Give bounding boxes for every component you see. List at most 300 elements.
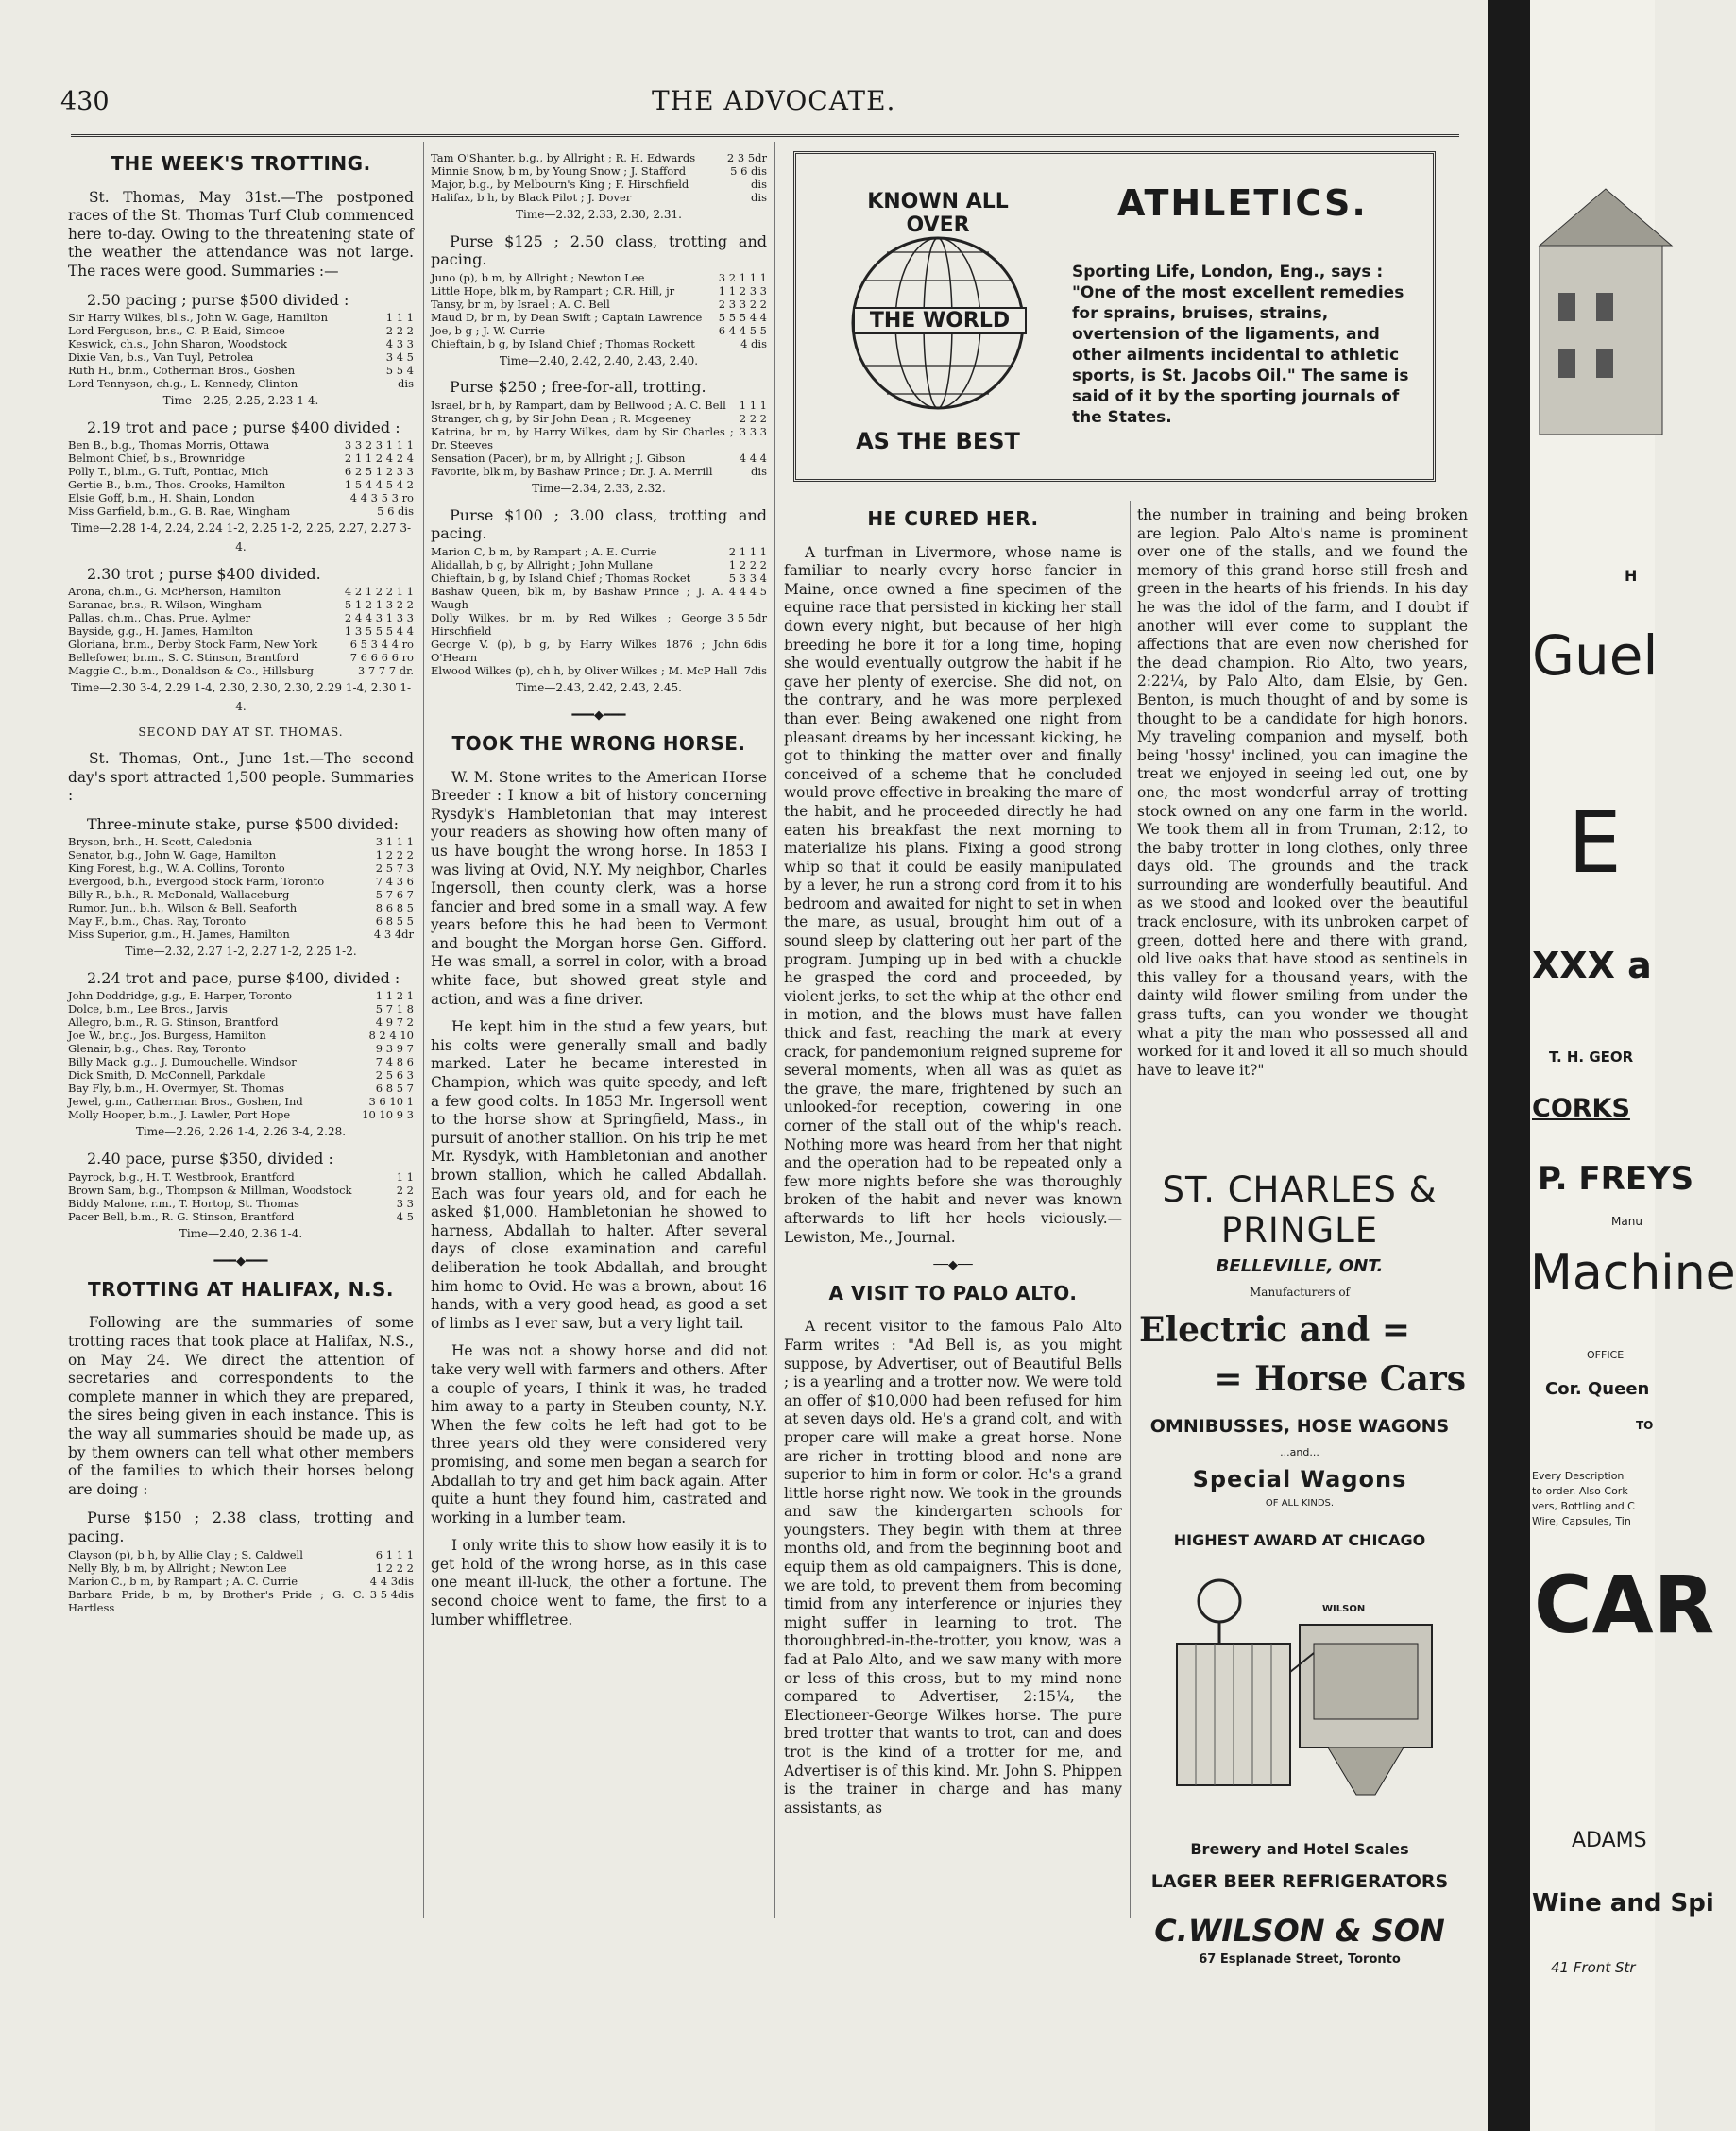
horse-entry-name: Maud D, br m, by Dean Swift ; Captain Lawrence — [431, 310, 703, 324]
ad-all-kinds: OF ALL KINDS. — [1265, 1498, 1335, 1509]
ad-omnibusses: OMNIBUSSES, HOSE WAGONS — [1149, 1416, 1450, 1437]
race-entry — [68, 1108, 414, 1121]
heat-placings: 1 3 5 5 5 4 4 — [344, 624, 414, 639]
race-entry — [68, 848, 414, 861]
column-divider — [774, 142, 775, 1918]
heat-placings: 4 3 3 — [385, 337, 414, 351]
heat-placings: 8 2 4 10 — [368, 1029, 414, 1043]
heat-placings: 2 1 1 2 4 2 4 — [344, 452, 414, 466]
heat-placings: 7 6 6 6 6 ro — [349, 651, 414, 665]
heat-placings: 1 2 2 2 — [375, 1560, 414, 1575]
race-entry — [68, 1170, 414, 1184]
race-entry — [68, 1068, 414, 1082]
horse-entry-name: Rumor, Jun., b.h., Wilson & Bell, Seaforth — [68, 901, 298, 915]
heat-placings: 6 8 5 5 — [375, 914, 414, 929]
horse-entry-name: Gertie B., b.m., Thos. Crooks, Hamilton — [68, 478, 286, 492]
race-entry — [431, 664, 767, 677]
scale-brand: WILSON — [1322, 1604, 1366, 1614]
race-entry — [68, 504, 414, 518]
race-entry — [68, 1082, 414, 1095]
horse-entry-name: Biddy Malone, r.m., T. Hortop, St. Thomas — [68, 1196, 299, 1210]
heat-placings: 4 4 4 5 — [728, 584, 767, 598]
heat-placings: 3 3 — [396, 1196, 414, 1210]
heat-placings: 5 7 6 7 — [375, 888, 414, 902]
horse-entry-name: George V. (p), b g, by Harry Wilkes 1876 ; John O'Hearn — [431, 637, 739, 664]
race-entry — [68, 861, 414, 875]
article-paragraph: St. Thomas, May 31st.—The postponed races of the St. Thomas Turf Club commenced here to-day. Owing to the threatening state of the weather the attendance was not large. The races were good. Summaries :— — [68, 188, 414, 280]
fragment-text: Wire, Capsules, Tin — [1532, 1515, 1631, 1527]
race-entry — [68, 364, 414, 377]
race-heading: 2.50 pacing ; purse $500 divided : — [87, 290, 349, 309]
fragment-text: 41 Front Str — [1551, 1959, 1636, 1976]
horse-entry-name: Elwood Wilkes (p), ch h, by Oliver Wilkes ; M. McP Hall — [431, 663, 738, 677]
horse-entry-name: Evergood, b.h., Evergood Stock Farm, Toronto — [68, 875, 325, 889]
horse-entry-name: Ruth H., br.m., Cotherman Bros., Goshen — [68, 364, 296, 378]
fragment-text: Every Description — [1532, 1470, 1625, 1482]
fragment-text: Guel — [1532, 623, 1659, 688]
heat-placings: 4 5 — [396, 1209, 414, 1223]
race-time: Time—2.28 1-4, 2.24, 2.24 1-2, 2.25 1-2, 2.25, 2.27, 2.27 3-4. — [70, 521, 412, 554]
heat-placings: 1 1 1 — [739, 398, 767, 412]
heat-placings: 2 3 5dr — [726, 151, 767, 164]
heat-placings: 4 4 3dis — [369, 1574, 414, 1588]
heat-placings: 5 5 5 4 4 — [718, 310, 767, 324]
race-entry — [68, 491, 414, 504]
race-results — [68, 989, 414, 1121]
race-results — [431, 399, 767, 478]
heat-placings: 6dis — [743, 637, 767, 651]
globe-text-bottom: AS THE BEST — [856, 428, 1020, 454]
race-heading: Three-minute stake, purse $500 divided: — [87, 814, 399, 833]
race-entry — [68, 478, 414, 491]
article-paragraph: St. Thomas, Ont., June 1st.—The second day's sport attracted 1,500 people. Summaries : — [68, 749, 414, 805]
race-time: Time—2.32, 2.33, 2.30, 2.31. — [516, 208, 682, 221]
race-entry — [68, 651, 414, 664]
horse-entry-name: Miss Garfield, b.m., G. B. Rae, Wingham — [68, 504, 291, 519]
heat-placings: dis — [751, 178, 767, 191]
ad-manufacturers: Manufacturers of — [1250, 1286, 1350, 1299]
heat-placings: 3 3 2 3 1 1 1 — [344, 438, 414, 452]
article-paragraph: W. M. Stone writes to the American Horse Breeder : I know a bit of history concerning Rysdyk's Hambletonian that may interest your readers as showing how often many of us have bought the wrong horse. In 1853 I was living at Ovid, N.Y. My neighbor, Charles Ingersoll, then county clerk, was a horse fancier and bred some in a small way. A few years before this he had been to Vermont and bought the Morgan horse Gen. Gifford. He was small, a sorrel in color, with a broad white face, but showed great style and action, and was a fine driver. — [431, 768, 767, 1008]
horse-entry-name: Joe W., br.g., Jos. Burgess, Hamilton — [68, 1029, 266, 1043]
page-number: 430 — [60, 87, 110, 116]
horse-entry-name: Chieftain, b g, by Island Chief ; Thomas Rockett — [431, 336, 695, 350]
race-entry — [68, 664, 414, 677]
race-time: Time—2.40, 2.36 1-4. — [179, 1226, 303, 1240]
race-entry — [68, 452, 414, 465]
race-entry — [68, 598, 414, 611]
horse-entry-name: Alidallah, b g, by Allright ; John Mullane — [431, 557, 654, 571]
heat-placings: 2 5 6 3 — [375, 1068, 414, 1083]
heat-placings: 5 6 dis — [730, 164, 767, 178]
horse-entry-name: Maggie C., b.m., Donaldson & Co., Hillsburg — [68, 664, 315, 678]
race-entry — [431, 611, 767, 638]
horse-entry-name: Billy R., b.h., R. McDonald, Wallaceburg — [68, 888, 290, 902]
ad-special-wagons: Special Wagons — [1192, 1466, 1407, 1492]
article-paragraph: He kept him in the stud a few years, but his colts were generally small and badly marked. Later he became interested in Champion, which was quite speedy, and left a few good colts. In 1853 Mr. Ingersoll went to the horse show at Springfield, Mass., in pursuit of another stallion. On his trip he met Mr. Rysdyk, with Hambletonian and another brown stallion, which he called Abdallah. Each was four years old, and for each he asked $1,000. Hambletonian he showed to harness, Abdallah to halter. After several days of close examination and careful deliberation he took Abdallah, and brought him home to Ovid. He was a brown, about 16 hands, with a very good head, as good a set of limbs as I ever saw, but a very light tail. — [431, 1018, 767, 1332]
race-entry — [68, 901, 414, 914]
heat-placings: 5 6 dis — [377, 504, 414, 519]
header-rule — [71, 134, 1459, 137]
heat-placings: 3 3 3 — [739, 424, 767, 438]
heat-placings: 2 2 — [396, 1183, 414, 1197]
fragment-text: CAR — [1534, 1559, 1715, 1651]
horse-entry-name: Juno (p), b m, by Allright ; Newton Lee — [431, 270, 645, 284]
race-heading: 2.40 pace, purse $350, divided : — [87, 1150, 333, 1168]
fragment-text: to order. Also Cork — [1532, 1485, 1628, 1497]
ad-horse-cars: = Horse Cars — [1214, 1359, 1466, 1399]
heat-placings: 3 4 5 — [385, 350, 414, 365]
race-results — [431, 271, 767, 350]
horse-entry-name: Barbara Pride, b m, by Brother's Pride ; G. C. Hartless — [68, 1587, 365, 1614]
heat-placings: 3 7 7 7 dr. — [357, 664, 414, 678]
heat-placings: dis — [398, 377, 414, 391]
article-paragraph: the number in training and being broken are legion. Palo Alto's name is prominent over one of the stalls, and we found the memory of this grand horse still fresh and green in the hearts of his friends. In his day he was the idol of the farm, and I doubt if another will ever come to supplant the affections that are even now cherished for the dead champion. Rio Alto, two years, 2:22¼, by Palo Alto, dam Elsie, by Gen. Benton, is much thought of and by some is thought to be a candidate for high honors. My traveling companion and myself, both being 'hossy' inclined, you can imagine the treat we enjoyed in seeing led out, one by one, the most wonderful array of trotting stock owned on any one farm in the world. We took them all in from Truman, 2:12, to the baby trotter in long clothes, only three days old. The grounds and the track surrounding are wonderfully beautiful. And as we stood and looked over the beautiful track enclosure, with its unbroken carpet of green, dotted here and there with grand, old live oaks that have stood as sentinels in this valley for a thousand years, with the dainty wild flower smiling from under the grass tufts, can you wonder we thought what a pity the man who possessed all and worked for it and loved it all so much should have to leave it?" — [1137, 506, 1468, 1079]
heat-placings: 4 4 3 5 3 ro — [349, 491, 414, 505]
race-entry — [68, 914, 414, 928]
race-entry — [68, 337, 414, 350]
fragment-text: vers, Bottling and C — [1532, 1500, 1635, 1512]
race-entry — [431, 545, 767, 558]
fragment-text: TO — [1636, 1419, 1654, 1432]
race-entry — [68, 875, 414, 888]
fragment-text: T. H. GEOR — [1549, 1048, 1634, 1066]
race-entry — [431, 191, 767, 204]
race-entry — [68, 465, 414, 478]
race-heading: 2.30 trot ; purse $400 divided. — [87, 564, 321, 583]
race-entry — [68, 989, 414, 1002]
heat-placings: 3 5 4dis — [369, 1587, 414, 1601]
race-entry — [431, 571, 767, 585]
heat-placings: 3 2 1 1 1 — [718, 270, 767, 284]
race-entry — [68, 1002, 414, 1015]
race-time: Time—2.40, 2.42, 2.40, 2.43, 2.40. — [499, 353, 699, 367]
fragment-text: Wine and Spi — [1532, 1889, 1714, 1918]
heat-placings: 8 6 8 5 — [375, 901, 414, 915]
subheading-second-day: SECOND DAY AT ST. THOMAS. — [138, 725, 344, 740]
ad-and: ...and... — [1280, 1446, 1319, 1458]
race-entry — [431, 311, 767, 324]
adjacent-page-fragment — [1530, 0, 1736, 2131]
headline-halifax: TROTTING AT HALIFAX, N.S. — [88, 1277, 394, 1301]
horse-entry-name: King Forest, b.g., W. A. Collins, Toronto — [68, 861, 285, 876]
horse-entry-name: Bashaw Queen, blk m, by Bashaw Prince ; J. A. Waugh — [431, 584, 723, 611]
race-entry — [68, 1575, 414, 1588]
headline-wrong-horse: TOOK THE WRONG HORSE. — [451, 731, 746, 755]
heat-placings: 2 5 7 3 — [375, 861, 414, 876]
race-results — [68, 311, 414, 390]
horse-entry-name: Lord Tennyson, ch.g., L. Kennedy, Clinton — [68, 377, 298, 391]
fragment-text: OFFICE — [1587, 1349, 1625, 1361]
horse-entry-name: Dolly Wilkes, br m, by Red Wilkes ; George Hirschfield — [431, 610, 722, 638]
race-entry — [431, 412, 767, 425]
horse-entry-name: Saranac, br.s., R. Wilson, Wingham — [68, 598, 262, 612]
column-divider — [423, 142, 424, 1918]
horse-entry-name: Belmont Chief, b.s., Brownridge — [68, 452, 246, 466]
race-entry — [68, 1197, 414, 1210]
race-entry — [68, 438, 414, 452]
fragment-text: XXX a — [1532, 945, 1652, 986]
race-entry — [68, 624, 414, 638]
race-entry — [431, 558, 767, 571]
heat-placings: 4 3 4dr — [373, 928, 414, 942]
section-ornament: ━━━◆━━━ — [213, 1254, 268, 1270]
heat-placings: dis — [751, 464, 767, 478]
section-ornament: ━━━◆━━━ — [571, 708, 626, 724]
horse-entry-name: Pacer Bell, b.m., R. G. Stinson, Brantford — [68, 1209, 295, 1223]
heat-placings: 6 1 1 1 — [375, 1547, 414, 1561]
horse-entry-name: Ben B., b.g., Thomas Morris, Ottawa — [68, 438, 270, 452]
race-results — [431, 151, 767, 204]
masthead-title: THE ADVOCATE. — [652, 85, 896, 116]
horse-entry-name: Marion C., b m, by Rampart ; A. C. Currie — [68, 1574, 298, 1588]
heat-placings: 5 5 4 — [385, 364, 414, 378]
column-4 — [1137, 506, 1468, 1089]
race-entry — [68, 1095, 414, 1108]
heat-placings: 1 1 2 3 3 — [718, 283, 767, 298]
race-heading: Purse $250 ; free-for-all, trotting. — [450, 378, 706, 397]
ad-refrigerators: LAGER BEER REFRIGERATORS — [1150, 1871, 1449, 1892]
horse-entry-name: Bryson, br.h., H. Scott, Caledonia — [68, 835, 253, 849]
race-results — [68, 585, 414, 677]
headline-weeks-trotting: THE WEEK'S TROTTING. — [111, 152, 371, 175]
fragment-text: Machine — [1530, 1245, 1736, 1302]
heat-placings: 7 4 3 6 — [375, 875, 414, 889]
race-entry — [431, 585, 767, 611]
race-entry — [431, 284, 767, 298]
race-entry — [68, 311, 414, 324]
heat-placings: 5 3 3 4 — [728, 571, 767, 585]
race-entry — [431, 164, 767, 178]
race-heading: Purse $125 ; 2.50 class, trotting and pacing. — [431, 231, 767, 269]
race-time: Time—2.30 3-4, 2.29 1-4, 2.30, 2.30, 2.30, 2.29 1-4, 2.30 1-4. — [70, 681, 412, 713]
race-time: Time—2.26, 2.26 1-4, 2.26 3-4, 2.28. — [135, 1125, 347, 1139]
horse-entry-name: Pallas, ch.m., Chas. Prue, Aylmer — [68, 611, 251, 625]
horse-entry-name: Little Hope, blk m, by Rampart ; C.R. Hill, jr — [431, 283, 675, 298]
horse-entry-name: Gloriana, br.m., Derby Stock Farm, New York — [68, 638, 318, 652]
horse-entry-name: Dolce, b.m., Lee Bros., Jarvis — [68, 1002, 228, 1016]
horse-entry-name: Favorite, blk m, by Bashaw Prince ; Dr. J. A. Merrill — [431, 464, 713, 478]
athletics-body: Sporting Life, London, Eng., says : "One of the most excellent remedies for sprains, bruises, strains, overtension of the ligaments, and other ailments incidental to athletic sports, is St. Jacobs Oil." The same is said of it by the sporting journals of the States. — [1072, 263, 1409, 427]
race-entry — [431, 151, 767, 164]
horse-entry-name: Arona, ch.m., G. McPherson, Hamilton — [68, 585, 281, 599]
heat-placings: 4 dis — [740, 336, 767, 350]
race-time: Time—2.32, 2.27 1-2, 2.27 1-2, 2.25 1-2. — [125, 945, 357, 959]
race-entry — [68, 585, 414, 598]
horse-entry-name: Tansy, br m, by Israel ; A. C. Bell — [431, 297, 610, 311]
horse-entry-name: Clayson (p), b h, by Allie Clay ; S. Caldwell — [68, 1547, 303, 1561]
horse-entry-name: Sir Harry Wilkes, bl.s., John W. Gage, Hamilton — [68, 311, 329, 325]
binding-gutter — [1488, 0, 1530, 2131]
heat-placings: 1 2 2 2 — [728, 557, 767, 571]
globe-text-middle: THE WORLD — [853, 307, 1027, 334]
heat-placings: 2 3 3 2 2 — [718, 297, 767, 311]
article-paragraph: I only write this to show how easily it is to get hold of the wrong horse, as in this case one meant ill-luck, the other a fortune. The second choice went to fame, the first to a lumber whiffletree. — [431, 1537, 767, 1628]
heat-placings: 1 2 2 2 — [375, 848, 414, 862]
fragment-text: CORKS — [1532, 1094, 1630, 1123]
heat-placings: dis — [751, 191, 767, 204]
race-heading: 2.19 trot and pace ; purse $400 divided : — [87, 418, 400, 436]
heat-placings: 1 1 — [396, 1169, 414, 1184]
column-1 — [68, 151, 414, 1614]
race-entry — [431, 324, 767, 337]
horse-entry-name: Dick Smith, D. McConnell, Parkdale — [68, 1068, 266, 1083]
horse-entry-name: Polly T., bl.m., G. Tuft, Pontiac, Mich — [68, 465, 269, 479]
horse-entry-name: Joe, b g ; J. W. Currie — [431, 323, 546, 337]
heat-placings: 4 2 1 2 2 1 1 — [344, 585, 414, 599]
horse-entry-name: Molly Hooper, b.m., J. Lawler, Port Hope — [68, 1108, 291, 1122]
race-entry — [68, 1561, 414, 1575]
horse-entry-name: John Doddridge, g.g., E. Harper, Toronto — [68, 989, 293, 1003]
heat-placings: 6 2 5 1 2 3 3 — [344, 465, 414, 479]
article-paragraph: A recent visitor to the famous Palo Alto Farm writes : "Ad Bell is, as you might suppose, by Advertiser, out of Beautiful Bells ; is a yearling and a trotter now. We were told an offer of $10,000 had been refused for him at seven days old. He's a grand colt, and with proper care will make a great horse. None are richer in trotting blood and none are superior to him in form or color. He's a grand little horse right now. We took in the grounds and saw the kindergarten schools for youngsters. They begin with them at three months old, and from the beginning boot and equip them as old campaigners. This is done, we are told, to prevent them from becoming timid from any interference or injuries they might suffer in learning to trot. The thoroughbred-in-the-trotter, you know, was a fad at Palo Alto, and we saw many with more or less of this cross, but to my mind none compared to Advertiser, 2:15¼, the Electioneer-George Wilkes horse. The pure bred trotter that wants to trot, can and does trot is the kind of a trotter for me, and Advertiser is of this kind. Mr. John S. Phippen is the trainer in charge and has many assistants, as — [784, 1318, 1122, 1816]
article-paragraph: A turfman in Livermore, whose name is familiar to nearly every horse fancier in Maine, once owned a fine specimen of the equine race that persisted in kicking her stall down every night, but because of her high breeding he bore it for a long time, hoping she would eventually outgrow the habit if he gave her plenty of exercise. She did not, on the contrary, and he was more perplexed than ever. Being awakened one night from pleasant dreams by her incessant kicking, he got to thinking the matter over and finally conceived of a scheme that he concluded would prove effective in breaking the mare of the habit, and he proceeded directly he had eaten his breakfast the next morning to materialize his plans. Fixing a good strong whip so that it could be easily manipulated by a lever, he run a strong cord from it to his bedroom and awaited for night to set in when the mare, as usual, brought him out of a sound sleep by clattering out her part of the program. Jumping up in bed with a chuckle he grasped the cord and proceeded, by violent jerks, to set the whip at the other end in motion, and the blows must have fallen thick and fast, reaching the mark at every crack, for pandemonium reigned supreme for several moments, when all was as quiet as the grave, the mare, frightened by such an unlooked-for reception, cowering in one corner of the stall out of the whip's reach. Nothing more was heard from her that night and the operation had to be repeated only a few more nights before she was thoroughly broken of the habit and never was known afterwards to lift her heels viciously.—Lewiston, Me., Journal. — [784, 543, 1122, 1246]
article-paragraph: He was not a showy horse and did not take very well with farmers and others. After a couple of years, I think it was, he traded him away to a party in Steuben county, N.Y. When the few colts he left had got to be three years old they were considered very promising, and some men began a search for Abdallah to try and get him back again. After quite a hunt they found him, castrated and working in a lumber team. — [431, 1342, 767, 1526]
race-entry — [68, 611, 414, 624]
race-entry — [68, 1588, 414, 1614]
heat-placings: 4 4 4 — [739, 451, 767, 465]
race-entry — [431, 337, 767, 350]
ad-award: HIGHEST AWARD AT CHICAGO — [1173, 1531, 1426, 1549]
race-results — [68, 1170, 414, 1223]
horse-entry-name: Lord Ferguson, br.s., C. P. Eaid, Simcoe — [68, 324, 285, 338]
horse-entry-name: May F., b.m., Chas. Ray, Toronto — [68, 914, 247, 929]
heat-placings: 1 1 1 — [385, 311, 414, 325]
heat-placings: 3 1 1 1 — [375, 835, 414, 849]
horse-entry-name: Halifax, b h, by Black Pilot ; J. Dover — [431, 191, 632, 204]
horse-entry-name: Miss Superior, g.m., H. James, Hamilton — [68, 928, 290, 942]
horse-entry-name: Dixie Van, b.s., Van Tuyl, Petrolea — [68, 350, 254, 365]
horse-entry-name: Bellefower, br.m., S. C. Stinson, Brantford — [68, 651, 299, 665]
race-entry — [431, 271, 767, 284]
race-heading: Purse $150 ; 2.38 class, trotting and pacing. — [68, 1509, 414, 1545]
fragment-text: H — [1625, 567, 1638, 585]
heat-placings: 6 8 5 7 — [375, 1082, 414, 1096]
race-entry — [431, 465, 767, 478]
fragment-text: Cor. Queen — [1545, 1379, 1650, 1399]
race-entry — [68, 1042, 414, 1055]
heat-placings: 3 6 10 1 — [368, 1095, 414, 1109]
horse-entry-name: Keswick, ch.s., John Sharon, Woodstock — [68, 337, 287, 351]
horse-entry-name: Glenair, b.g., Chas. Ray, Toronto — [68, 1042, 246, 1056]
athletics-advertisement — [793, 151, 1436, 482]
heat-placings: 10 10 9 3 — [362, 1108, 414, 1122]
horse-entry-name: Chieftain, b g, by Island Chief ; Thomas Rocket — [431, 571, 691, 585]
race-entry — [431, 298, 767, 311]
section-ornament: ──◆── — [933, 1258, 973, 1273]
heat-placings: 1 5 4 4 5 4 2 — [344, 478, 414, 492]
race-entry — [431, 638, 767, 664]
heat-placings: 3 5 5dr — [726, 610, 767, 624]
horse-entry-name: Billy Mack, g.g., J. Dumouchelle, Windsor — [68, 1055, 297, 1069]
race-entry — [68, 350, 414, 364]
article-paragraph: Following are the summaries of some trotting races that took place at Halifax, N.S., on May 24. We direct the attention of secretaries and correspondents to the complete manner in which they are prepared, the sires being given in each instance. This is the way all summaries should be made up, as by them owners can tell what other members of the families to which their horses belong are doing : — [68, 1314, 414, 1498]
horse-entry-name: Marion C, b m, by Rampart ; A. E. Currie — [431, 544, 657, 558]
horse-entry-name: Allegro, b.m., R. G. Stinson, Brantford — [68, 1015, 279, 1030]
race-entry — [431, 425, 767, 452]
heat-placings: 2 4 4 3 1 3 3 — [344, 611, 414, 625]
race-results — [68, 438, 414, 518]
heat-placings: 7 4 8 6 — [375, 1055, 414, 1069]
horse-entry-name: Senator, b.g., John W. Gage, Hamilton — [68, 848, 277, 862]
race-entry — [68, 1210, 414, 1223]
race-results — [68, 1548, 414, 1614]
race-time: Time—2.25, 2.25, 2.23 1-4. — [162, 394, 319, 408]
ad-scales: Brewery and Hotel Scales — [1190, 1840, 1409, 1858]
column-2 — [431, 151, 767, 1639]
race-heading: Purse $100 ; 3.00 class, trotting and pacing. — [431, 505, 767, 543]
race-time: Time—2.43, 2.42, 2.43, 2.45. — [516, 680, 682, 694]
heat-placings: 5 7 1 8 — [375, 1002, 414, 1016]
horse-entry-name: Brown Sam, b.g., Thompson & Millman, Woodstock — [68, 1183, 352, 1197]
race-entry — [68, 835, 414, 848]
ad-company-name: ST. CHARLES & PRINGLE — [1162, 1169, 1438, 1251]
ad-address: 67 Esplanade Street, Toronto — [1199, 1952, 1401, 1967]
building-illustration — [1530, 161, 1655, 538]
race-entry — [68, 1015, 414, 1029]
heat-placings: 6 4 4 5 5 — [718, 323, 767, 337]
globe-text-top: KNOWN ALL OVER — [867, 190, 1009, 237]
race-entry — [68, 1055, 414, 1068]
heat-placings: 9 3 9 7 — [375, 1042, 414, 1056]
heat-placings: 7dis — [743, 663, 767, 677]
horse-entry-name: Katrina, br m, by Harry Wilkes, dam by Sir Charles ; Dr. Steeves — [431, 424, 734, 452]
horse-entry-name: Sensation (Pacer), br m, by Allright ; J. Gibson — [431, 451, 686, 465]
horse-entry-name: Stranger, ch g, by Sir John Dean ; R. Mcgeeney — [431, 411, 691, 425]
fragment-text: Manu — [1611, 1215, 1642, 1228]
heat-placings: 6 5 3 4 4 ro — [349, 638, 414, 652]
race-time: Time—2.34, 2.33, 2.32. — [532, 481, 666, 495]
fragment-text: ADAMS — [1572, 1829, 1647, 1852]
race-entry — [68, 1029, 414, 1042]
heat-placings: 5 1 2 1 3 2 2 — [344, 598, 414, 612]
horse-entry-name: Jewel, g.m., Catherman Bros., Goshen, Ind — [68, 1095, 303, 1109]
race-results — [431, 545, 767, 677]
race-entry — [431, 178, 767, 191]
horse-entry-name: Israel, br h, by Rampart, dam by Bellwood ; A. C. Bell — [431, 398, 726, 412]
fragment-text: P. FREYS — [1538, 1160, 1694, 1198]
race-entry — [431, 399, 767, 412]
horse-entry-name: Tam O'Shanter, b.g., by Allright ; R. H. Edwards — [431, 151, 696, 164]
race-entry — [68, 1184, 414, 1197]
race-entry — [68, 1548, 414, 1561]
race-entry — [431, 452, 767, 465]
headline-cured-her: HE CURED HER. — [867, 507, 1039, 530]
heat-placings: 2 2 2 — [385, 324, 414, 338]
heat-placings: 2 1 1 1 — [728, 544, 767, 558]
horse-entry-name: Payrock, b.g., H. T. Westbrook, Brantford — [68, 1169, 295, 1184]
column-3 — [784, 506, 1122, 1827]
st-charles-advertisement — [1133, 1162, 1466, 1967]
heat-placings: 1 1 2 1 — [375, 989, 414, 1003]
race-heading: 2.24 trot and pace, purse $400, divided : — [87, 968, 400, 987]
race-entry — [68, 377, 414, 390]
horse-entry-name: Bay Fly, b.m., H. Overmyer, St. Thomas — [68, 1082, 285, 1096]
ad-city: BELLEVILLE, ONT. — [1216, 1256, 1384, 1276]
horse-entry-name: Minnie Snow, b m, by Young Snow ; J. Stafford — [431, 164, 687, 178]
heat-placings: 4 9 7 2 — [375, 1015, 414, 1030]
ad-wilson-company: C.WILSON & SON — [1154, 1913, 1445, 1949]
heat-placings: 2 2 2 — [739, 411, 767, 425]
horse-entry-name: Nelly Bly, b m, by Allright ; Newton Lee — [68, 1560, 287, 1575]
race-entry — [68, 638, 414, 651]
column-divider — [1130, 501, 1131, 1918]
race-results — [68, 835, 414, 941]
race-entry — [68, 324, 414, 337]
race-entry — [68, 888, 414, 901]
scale-illustration — [1139, 1559, 1460, 1823]
race-entry — [68, 928, 414, 941]
